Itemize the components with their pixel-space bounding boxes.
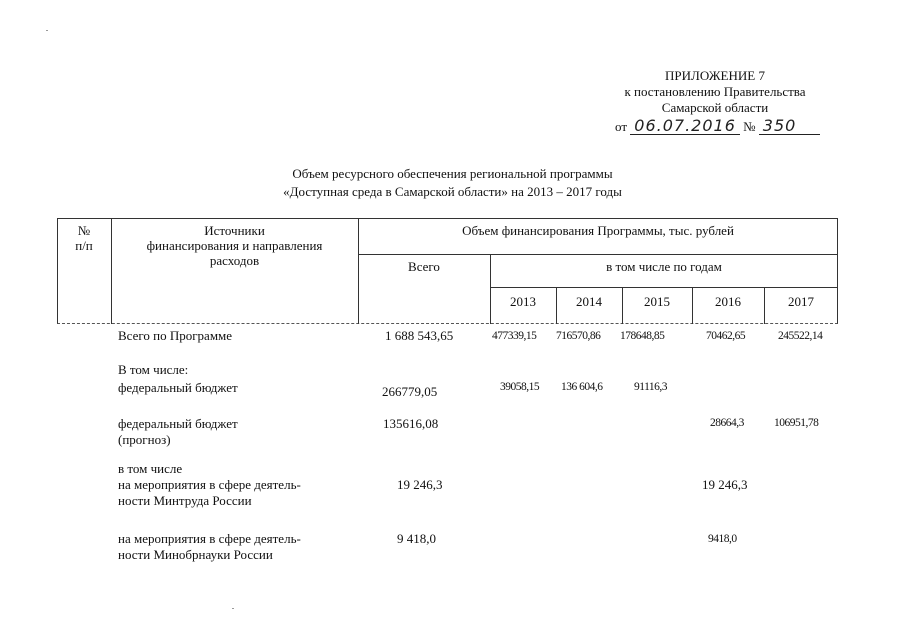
- row-mintrud-total: 19 246,3: [397, 477, 443, 492]
- col-year-2014: 2014: [576, 294, 602, 309]
- row-mintrud-label: в том числе: [118, 461, 183, 476]
- row-total-2016: 70462,65: [706, 330, 746, 342]
- scan-speck: [46, 30, 48, 31]
- decree-date-number: [615, 118, 820, 135]
- appendix-header: [600, 68, 830, 116]
- decree-date: 06.07.2016: [630, 118, 740, 135]
- scan-speck: [232, 608, 234, 609]
- col-year-2015: 2015: [644, 294, 670, 309]
- row-mintrud-label-2: на мероприятия в сфере деятель-: [118, 477, 301, 492]
- document-title-line2: «Доступная среда в Самарской области» на 2013 – 2017 годы: [283, 184, 622, 199]
- row-divider: [358, 254, 838, 255]
- row-mintrud-label-3: ности Минтруда России: [118, 493, 252, 508]
- row-total-2013: 477339,15: [492, 330, 537, 342]
- appendix-title: ПРИЛОЖЕНИЕ 7: [665, 68, 765, 83]
- col-number-line1: №: [77, 223, 91, 238]
- row-minobr-2016: 9418,0: [708, 533, 737, 545]
- row-including-label: В том числе:: [118, 362, 189, 377]
- appendix-decree-line: к постановлению Правительства: [624, 84, 806, 99]
- row-minobr-total: 9 418,0: [397, 531, 436, 546]
- row-total-label: Всего по Программе: [118, 328, 233, 343]
- col-source-line1: Источники: [204, 223, 265, 238]
- row-total-2015: 178648,85: [620, 330, 665, 342]
- col-number-header: [57, 223, 111, 253]
- date-prefix: от: [615, 119, 628, 134]
- row-federal-forecast-2016: 28664,3: [710, 417, 744, 429]
- number-prefix: №: [743, 119, 756, 134]
- col-source-line2: финансирования и направления: [146, 238, 323, 253]
- col-source-header: [111, 223, 358, 268]
- col-total-header: Всего: [408, 259, 440, 274]
- col-volume-header: Объем финансирования Программы, тыс. рублей: [462, 223, 734, 238]
- col-by-years-header: в том числе по годам: [606, 259, 722, 274]
- col-source-line3: расходов: [209, 253, 260, 268]
- row-federal-total: 266779,05: [382, 384, 438, 399]
- row-minobr-label: на мероприятия в сфере деятель-: [118, 531, 301, 546]
- row-federal-forecast-2017: 106951,78: [774, 417, 819, 429]
- row-total-sum: 1 688 543,65: [385, 328, 454, 343]
- row-mintrud-2016: 19 246,3: [702, 477, 748, 492]
- row-federal-2015: 91116,3: [634, 381, 668, 393]
- col-year-2016: 2016: [715, 294, 741, 309]
- row-federal-forecast-total: 135616,08: [383, 416, 439, 431]
- col-year-2013: 2013: [510, 294, 536, 309]
- row-federal-2013: 39058,15: [500, 381, 540, 393]
- appendix-region-line: Самарской области: [661, 100, 769, 115]
- row-federal-forecast-label-2: (прогноз): [118, 432, 171, 447]
- document-title-line1: Объем ресурсного обеспечения региональной программы: [292, 166, 613, 181]
- col-number-line2: п/п: [75, 238, 93, 253]
- row-total-2014: 716570,86: [556, 330, 601, 342]
- row-divider: [490, 287, 838, 288]
- row-minobr-label-2: ности Минобрнауки России: [118, 547, 273, 562]
- row-federal-forecast-label: федеральный бюджет: [118, 416, 238, 431]
- row-federal-label: федеральный бюджет: [118, 380, 238, 395]
- row-total-2017: 245522,14: [778, 330, 823, 342]
- row-federal-2014: 136 604,6: [561, 381, 603, 393]
- decree-number: 350: [759, 118, 821, 135]
- col-year-2017: 2017: [788, 294, 814, 309]
